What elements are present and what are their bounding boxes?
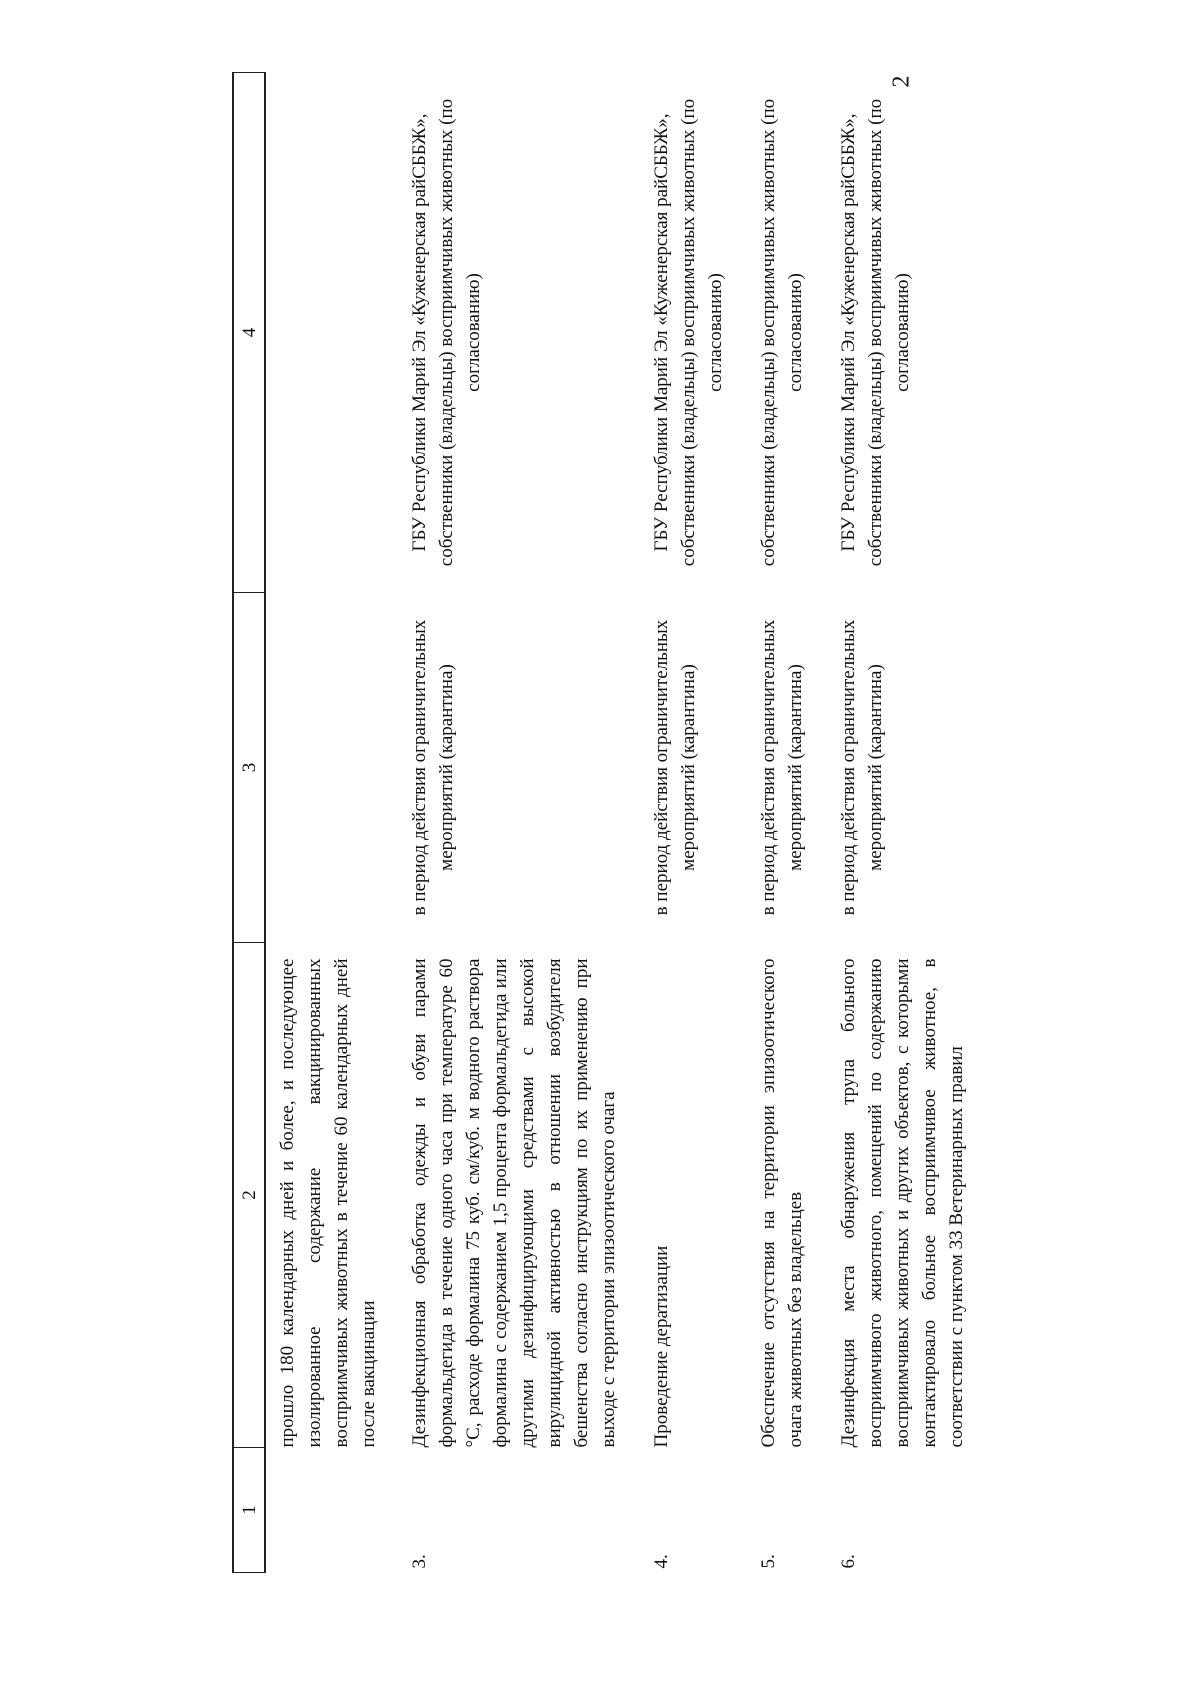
- row-period: в период действия ограничительных мероприятий (карантина): [758, 619, 806, 916]
- page-number: 2: [888, 75, 915, 88]
- column-header-4: 4: [233, 73, 265, 593]
- row-responsible: ГБУ Республики Марий Эл «Куженерская райСББЖ», собственники (владельцы) восприимчивых животных (по согласованию): [838, 98, 913, 567]
- row-number: 6.: [838, 1554, 859, 1569]
- table-row: [835, 73, 996, 1573]
- column-header-3: 3: [233, 593, 265, 943]
- measures-table: [232, 72, 996, 1573]
- row-period: в период действия ограничительных мероприятий (карантина): [838, 619, 886, 916]
- table-row: [406, 73, 648, 1573]
- table-row: [755, 73, 835, 1573]
- row-description: Дезинфекционная обработка одежды и обуви парами формальдегида в течение одного часа при температуре 60 °С, расходе формалина 75 куб. см/куб. м водного раствора формалина с содержанием 1,5 процента формальдегида или другими дезинфицирующими средствами с высокой вирулицидной активностью в отношении возбудителя бешенства согласно инструкциям по их применению при выходе с территории эпизоотического очага: [409, 958, 619, 1448]
- row-responsible: ГБУ Республики Марий Эл «Куженерская райСББЖ», собственники (владельцы) восприимчивых животных (по согласованию): [651, 98, 726, 567]
- row-responsible: собственники (владельцы) восприимчивых животных (по согласованию): [758, 98, 806, 567]
- row-description: Дезинфекция места обнаружения трупа больного восприимчивого животного, помещений по содержанию восприимчивых животных и других объектов, с которыми контактировало больное восприимчивое животное, в соответствии с пунктом 33 Ветеринарных правил: [838, 958, 967, 1448]
- column-header-2: 2: [233, 943, 265, 1448]
- row-number: 3.: [409, 1554, 430, 1569]
- table-row: [265, 73, 406, 1573]
- row-description: Обеспечение отсутствия на территории эпизоотического очага животных без владельцев: [758, 958, 806, 1448]
- column-header-1: 1: [233, 1448, 265, 1573]
- row-number: [265, 1448, 406, 1573]
- table-header-row: [233, 73, 265, 1573]
- row-number: 4.: [651, 1554, 672, 1569]
- row-period: в период действия ограничительных мероприятий (карантина): [409, 619, 457, 916]
- row-number: 5.: [758, 1554, 779, 1569]
- row-period: [265, 593, 406, 943]
- row-responsible: [265, 73, 406, 593]
- row-description: Проведение дератизации: [651, 1245, 672, 1448]
- row-responsible: ГБУ Республики Марий Эл «Куженерская райСББЖ», собственники (владельцы) восприимчивых животных (по согласованию): [409, 98, 484, 567]
- table-row: [648, 73, 755, 1573]
- row-period: в период действия ограничительных мероприятий (карантина): [651, 619, 699, 916]
- row-description: прошло 180 календарных дней и более, и последующее изолированное содержание вакцинированных восприимчивых животных в течение 60 календарных дней после вакцинации: [277, 958, 379, 1448]
- rotated-table-container: [232, 73, 1032, 1573]
